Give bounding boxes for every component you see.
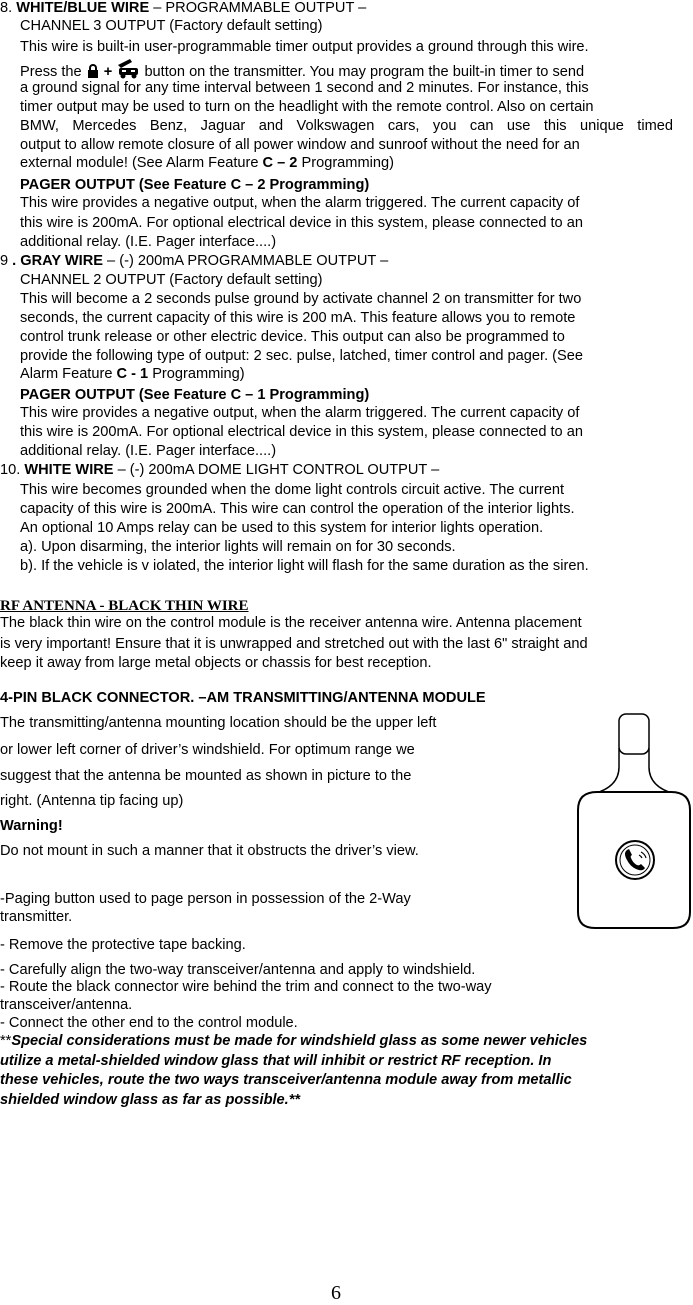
section-9-line: seconds, the current capacity of this wire is 200 mA. This feature allows you to remote	[20, 310, 576, 326]
section-10-line: b). If the vehicle is v iolated, the interior light will flash for the same duration as the siren.	[20, 558, 589, 574]
special-note-line: utilize a metal-shielded window glass that will inhibit or restrict RF reception. In	[0, 1053, 552, 1069]
section-9-line: Alarm Feature C - 1 Programming)	[20, 366, 245, 382]
page-number: 6	[331, 1282, 341, 1304]
special-note-line: shielded window glass as far as possible.**	[0, 1092, 301, 1108]
antenna-module-illustration	[575, 712, 693, 936]
rf-antenna-heading: RF ANTENNA - BLACK THIN WIRE	[0, 598, 249, 614]
section-8-pager-line: This wire provides a negative output, when the alarm triggered. The current capacity of	[20, 195, 580, 211]
section-9-line: control trunk release or other electric device. This output can also be programmed to	[20, 329, 565, 345]
section-8-line: a ground signal for any time interval between 1 second and 2 minutes. For instance, this	[20, 80, 589, 96]
section-8-line: BMW, Mercedes Benz, Jaguar and Volkswagen cars, you can use this unique timed	[20, 118, 673, 134]
section-9-channel: CHANNEL 2 OUTPUT (Factory default setting)	[20, 272, 323, 288]
section-8-line: output to allow remote closure of all power window and sunroof without the need for an	[20, 137, 580, 153]
section-8-pager-line: this wire is 200mA. For optional electrical device in this system, please connected to an	[20, 215, 583, 231]
section-8-pager-line: additional relay. (I.E. Pager interface....)	[20, 234, 277, 250]
section-10-heading: 10. WHITE WIRE – (-) 200mA DOME LIGHT CONTROL OUTPUT –	[0, 462, 440, 478]
section-8-channel: CHANNEL 3 OUTPUT (Factory default setting)	[20, 18, 323, 34]
section-8-line: external module! (See Alarm Feature C – 2 Programming)	[20, 155, 394, 171]
section-8-line: Press the + button on the transmitter. You may program the built-in timer to send	[20, 59, 584, 84]
special-note-line: these vehicles, route the two ways transceiver/antenna module away from metallic	[0, 1072, 572, 1088]
section-10-line: This wire becomes grounded when the dome light controls circuit active. The current	[20, 482, 565, 498]
section-10-line: a). Upon disarming, the interior lights will remain on for 30 seconds.	[20, 539, 456, 555]
rf-antenna-line: is very important! Ensure that it is unwrapped and stretched out with the last 6" straight and	[0, 636, 588, 652]
connector-line: right. (Antenna tip facing up)	[0, 793, 184, 809]
phone-button-icon	[616, 841, 654, 879]
connector-line: Do not mount in such a manner that it obstructs the driver’s view.	[0, 843, 419, 859]
section-9-pager-line: this wire is 200mA. For optional electrical device in this system, please connected to an	[20, 424, 583, 440]
connector-line: -Paging button used to page person in possession of the 2-Way	[0, 891, 411, 907]
connector-line: - Carefully align the two-way transceiver/antenna and apply to windshield.	[0, 962, 476, 978]
warning-label: Warning!	[0, 818, 63, 834]
section-9-line: This will become a 2 seconds pulse ground by activate channel 2 on transmitter for two	[20, 291, 582, 307]
connector-line: - Connect the other end to the control module.	[0, 1015, 298, 1031]
section-10-line: capacity of this wire is 200mA. This wire can control the operation of the interior lights.	[20, 501, 575, 517]
rf-antenna-line: keep it away from large metal objects or chassis for best reception.	[0, 655, 432, 671]
special-note-line: **Special considerations must be made for windshield glass as some newer vehicles	[0, 1033, 588, 1049]
connector-line: transceiver/antenna.	[0, 997, 133, 1013]
connector-line: The transmitting/antenna mounting location should be the upper left	[0, 715, 437, 731]
connector-heading: 4-PIN BLACK CONNECTOR. –AM TRANSMITTING/ANTENNA MODULE	[0, 690, 486, 706]
connector-line: - Remove the protective tape backing.	[0, 937, 246, 953]
connector-line: transmitter.	[0, 909, 73, 925]
section-9-pager-line: additional relay. (I.E. Pager interface....)	[20, 443, 277, 459]
section-8-line: timer output may be used to turn on the headlight with the remote control. Also on certain	[20, 99, 594, 115]
section-9-pager-line: This wire provides a negative output, when the alarm triggered. The current capacity of	[20, 405, 580, 421]
section-8-pager-heading: PAGER OUTPUT (See Feature C – 2 Programming)	[20, 177, 370, 193]
connector-line: - Route the black connector wire behind the trim and connect to the two-way	[0, 979, 492, 995]
section-9-pager-heading: PAGER OUTPUT (See Feature C – 1 Programming)	[20, 387, 370, 403]
section-9-line: provide the following type of output: 2 sec. pulse, latched, timer control and pager. (See	[20, 348, 584, 364]
section-10-line: An optional 10 Amps relay can be used to this system for interior lights operation.	[20, 520, 544, 536]
section-8-heading: 8. WHITE/BLUE WIRE – PROGRAMMABLE OUTPUT –	[0, 0, 367, 16]
section-9-heading: 9 . GRAY WIRE – (-) 200mA PROGRAMMABLE OUTPUT –	[0, 253, 389, 269]
connector-line: or lower left corner of driver’s windshield. For optimum range we	[0, 742, 415, 758]
connector-line: suggest that the antenna be mounted as shown in picture to the	[0, 768, 412, 784]
section-8-line: This wire is built-in user-programmable timer output provides a ground through this wire.	[20, 39, 589, 55]
rf-antenna-line: The black thin wire on the control module is the receiver antenna wire. Antenna placement	[0, 615, 582, 631]
